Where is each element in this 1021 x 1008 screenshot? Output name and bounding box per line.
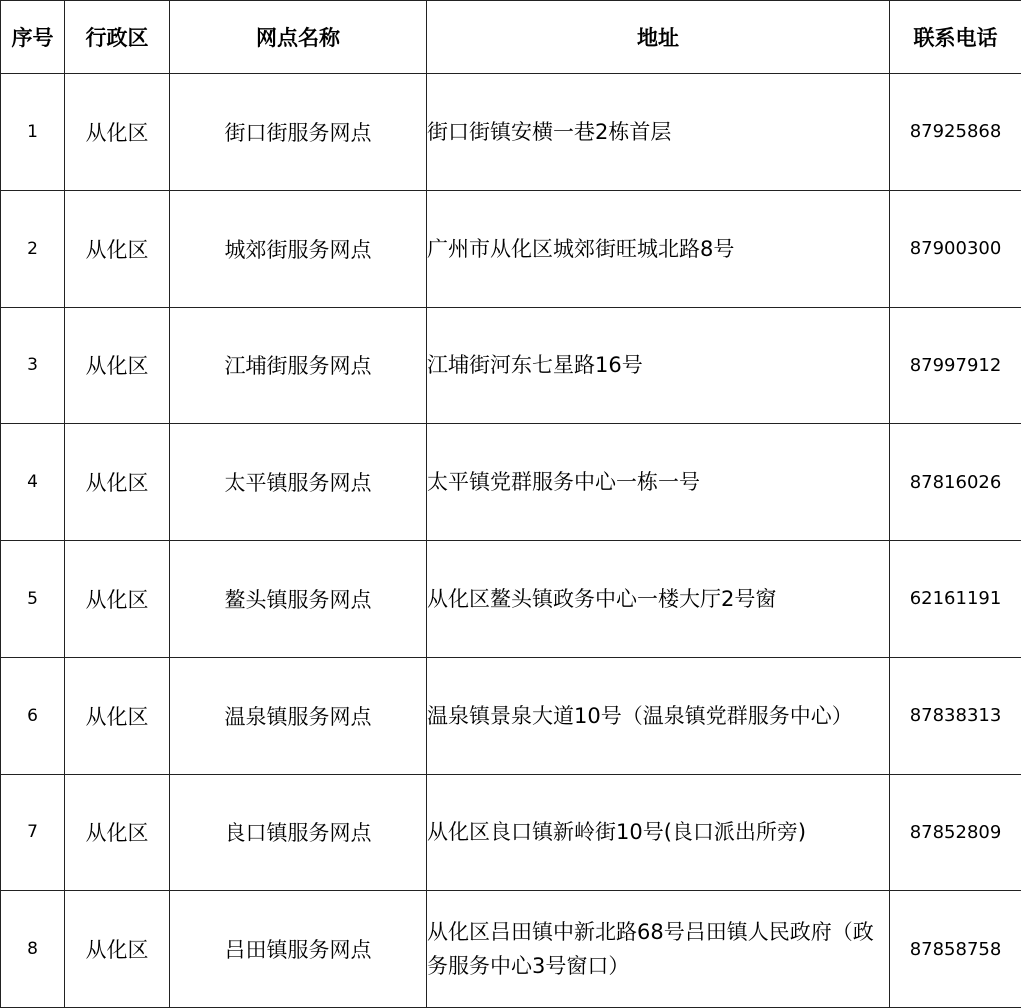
- row-index: 1: [1, 74, 65, 191]
- header-index: 序号: [1, 1, 65, 74]
- row-outlet-name: 鳌头镇服务网点: [170, 541, 427, 658]
- row-address: 从化区吕田镇中新北路68号吕田镇人民政府（政务服务中心3号窗口）: [427, 891, 890, 1008]
- row-district: 从化区: [65, 190, 170, 307]
- row-address: 从化区鳌头镇政务中心一楼大厅2号窗: [427, 541, 890, 658]
- header-row: [1, 1, 1021, 74]
- row-index: 3: [1, 307, 65, 424]
- table-row: [1, 541, 1021, 658]
- row-phone: 87816026: [890, 424, 1021, 541]
- header-outlet-name: 网点名称: [170, 1, 427, 74]
- row-district: 从化区: [65, 541, 170, 658]
- header-phone: 联系电话: [890, 1, 1021, 74]
- row-address: 街口街镇安横一巷2栋首层: [427, 74, 890, 191]
- table-row: [1, 74, 1021, 191]
- row-address: 江埔街河东七星路16号: [427, 307, 890, 424]
- row-index: 6: [1, 657, 65, 774]
- row-phone: 87852809: [890, 774, 1021, 891]
- row-address: 广州市从化区城郊街旺城北路8号: [427, 190, 890, 307]
- table-row: [1, 307, 1021, 424]
- row-outlet-name: 太平镇服务网点: [170, 424, 427, 541]
- row-index: 7: [1, 774, 65, 891]
- row-outlet-name: 吕田镇服务网点: [170, 891, 427, 1008]
- row-address: 太平镇党群服务中心一栋一号: [427, 424, 890, 541]
- row-index: 8: [1, 891, 65, 1008]
- table-row: [1, 424, 1021, 541]
- table-row: [1, 190, 1021, 307]
- row-index: 4: [1, 424, 65, 541]
- row-outlet-name: 城郊街服务网点: [170, 190, 427, 307]
- row-address: 温泉镇景泉大道10号（温泉镇党群服务中心）: [427, 657, 890, 774]
- row-phone: 87997912: [890, 307, 1021, 424]
- row-outlet-name: 温泉镇服务网点: [170, 657, 427, 774]
- row-district: 从化区: [65, 307, 170, 424]
- table-row: [1, 891, 1021, 1008]
- header-address: 地址: [427, 1, 890, 74]
- row-district: 从化区: [65, 74, 170, 191]
- table-row: [1, 657, 1021, 774]
- row-outlet-name: 街口街服务网点: [170, 74, 427, 191]
- row-district: 从化区: [65, 424, 170, 541]
- row-index: 2: [1, 190, 65, 307]
- row-phone: 62161191: [890, 541, 1021, 658]
- row-outlet-name: 江埔街服务网点: [170, 307, 427, 424]
- row-outlet-name: 良口镇服务网点: [170, 774, 427, 891]
- row-address: 从化区良口镇新岭街10号(良口派出所旁): [427, 774, 890, 891]
- table-row: [1, 774, 1021, 891]
- row-district: 从化区: [65, 891, 170, 1008]
- row-phone: 87900300: [890, 190, 1021, 307]
- row-phone: 87838313: [890, 657, 1021, 774]
- row-district: 从化区: [65, 657, 170, 774]
- row-index: 5: [1, 541, 65, 658]
- row-district: 从化区: [65, 774, 170, 891]
- row-phone: 87858758: [890, 891, 1021, 1008]
- header-district: 行政区: [65, 1, 170, 74]
- row-phone: 87925868: [890, 74, 1021, 191]
